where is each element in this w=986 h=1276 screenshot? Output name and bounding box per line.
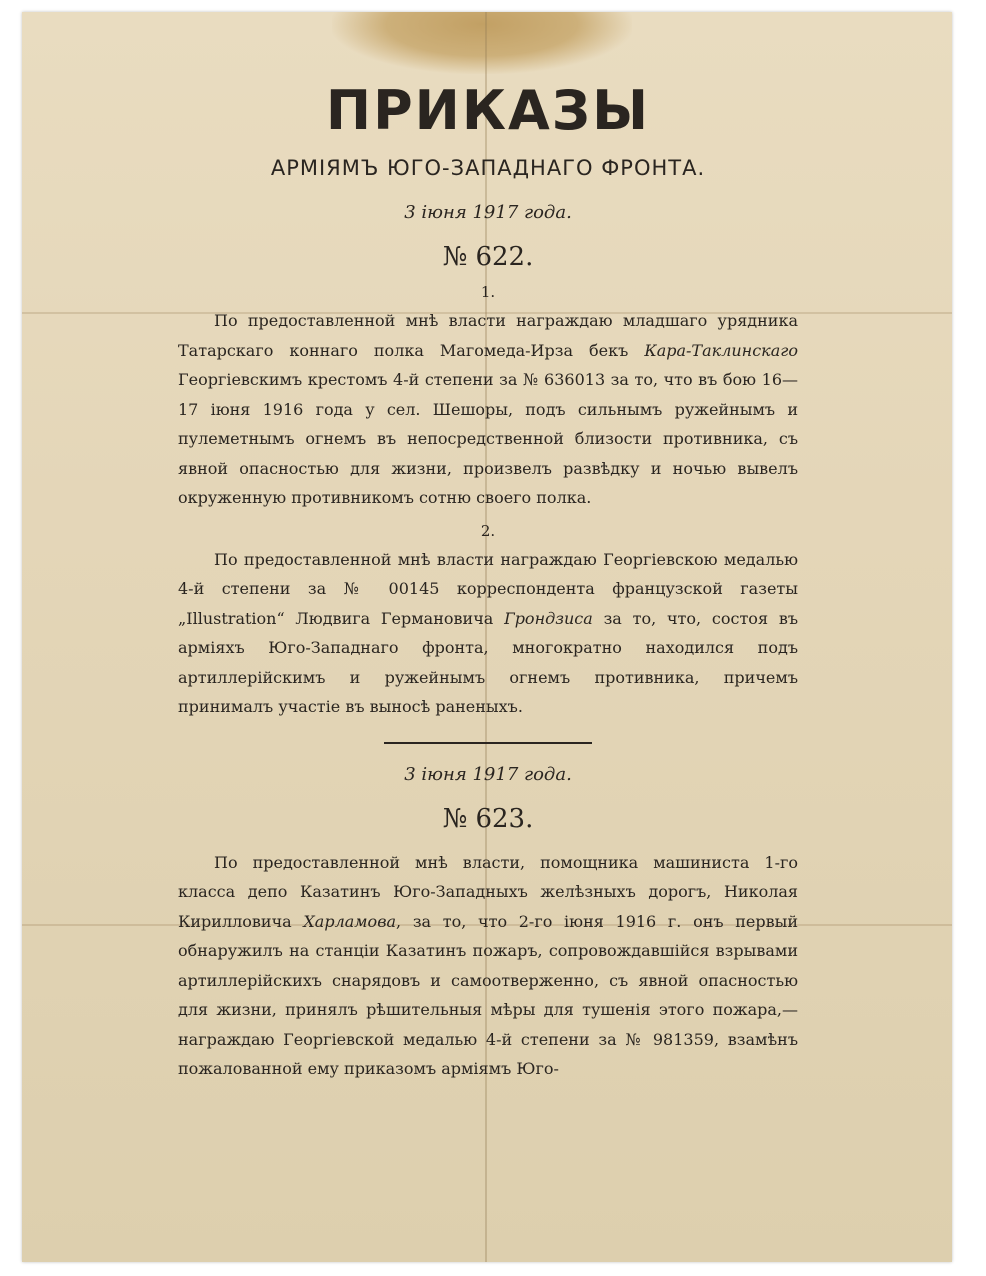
document-content [178, 78, 798, 1084]
paragraph-italic-name: Кара-Таклинскаго [644, 340, 798, 360]
order-number: № 622. [442, 242, 534, 272]
paragraph-text: По предоставленной мнѣ власти, помощника машиниста 1-го класса депо Казатинъ Юго-Западныхъ желѣзныхъ дорогъ, Николая Кирилловича [178, 852, 798, 931]
paragraph-text: за то, что, состоя въ арміяхъ Юго-Западнаго фронта, многократно находился подъ артиллерійскимъ и ружейнымъ огнемъ противника, причемъ принималъ участіе въ выносѣ раненыхъ. [178, 608, 799, 716]
order-paragraph [178, 848, 798, 1084]
paper-stain [332, 12, 632, 74]
order-623 [178, 762, 798, 1084]
paragraph-italic-name: Харламова [303, 911, 397, 931]
order-number: № 623. [442, 803, 534, 834]
item-number: 2. [480, 521, 496, 540]
order-622 [178, 200, 798, 722]
paragraph-italic-name: Грондзиса [504, 608, 593, 628]
order-paragraph [178, 545, 798, 722]
document-title: ПРИКАЗЫ [325, 79, 651, 142]
order-date: 3 іюня 1917 года. [404, 763, 572, 785]
section-divider [384, 742, 592, 744]
order-date: 3 іюня 1917 года. [404, 202, 572, 223]
order-paragraph [178, 306, 798, 513]
paragraph-text: По предоставленной мнѣ власти награждаю младшаго урядника Татарскаго коннаго полка Магомеда-Ирза бекъ [178, 311, 798, 360]
item-number: 1. [480, 283, 496, 301]
paragraph-text: Георгіевскимъ крестомъ 4-й степени за № 636013 за то, что въ бою 16—17 іюня 1916 года у сел. Шешоры, подъ сильнымъ ружейнымъ и пулеметнымъ огнемъ въ непосредственной близости противника, съ явной опасностью для жизни, произвелъ развѣдку и ночью вывелъ окруженную противникомъ сотню своего полка. [178, 370, 798, 507]
paragraph-text: По предоставленной мнѣ власти награждаю Георгіевскою медалью 4-й степени за № 00145 корреспондента французской газеты „Illustration“ Людвига Германовича [178, 549, 798, 628]
document-subtitle: АРМІЯМЪ ЮГО-ЗАПАДНАГО ФРОНТА. [270, 156, 706, 180]
paragraph-text: , за то, что 2-го іюня 1916 г. онъ первый обнаружилъ на станціи Казатинъ пожаръ, сопровождавшійся взрывами артиллерійскихъ снарядовъ и самоотверженно, съ явной опасностью для жизни, принялъ рѣшительныя мѣры для тушенія этого пожара,—награждаю Георгіевской медалью 4-й степени за № 981359, взамѣнъ пожалованной ему приказомъ арміямъ Юго- [178, 911, 798, 1078]
